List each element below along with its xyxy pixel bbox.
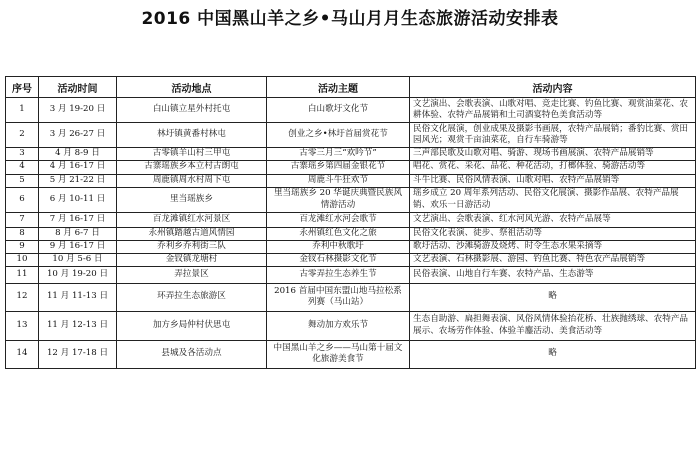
table-row <box>6 240 696 253</box>
cell-place: 弄拉景区 <box>117 266 267 283</box>
cell-place: 古寨瑶族乡本立村古朗屯 <box>117 160 267 174</box>
header-theme: 活动主题 <box>267 77 410 98</box>
cell-no: 3 <box>6 148 39 161</box>
cell-theme: 里当瑶族乡 20 华诞庆典暨民族风情游活动 <box>267 187 410 212</box>
cell-content: 文艺演出、会歌表演、山歌对唱、竞走比赛、钓鱼比赛、观赏油菜花、农耕体验、农特产品展销和土司酒宴特色美食活动等 <box>410 98 696 123</box>
cell-content: 瑶乡成立 20 周年系列活动、民俗文化展演、摄影作品展、农特产品展销、欢乐一日游活动 <box>410 187 696 212</box>
table-row <box>6 283 696 311</box>
cell-theme: 周鹿斗牛狂欢节 <box>267 174 410 187</box>
cell-theme: 白山歌圩文化节 <box>267 98 410 123</box>
cell-no: 5 <box>6 174 39 187</box>
cell-time: 10 月 5-6 日 <box>39 253 117 266</box>
table-row <box>6 187 696 212</box>
page-title: 2016 中国黑山羊之乡•马山月月生态旅游活动安排表 <box>141 9 559 29</box>
cell-theme: 古零弄拉生态养生节 <box>267 266 410 283</box>
cell-time: 7 月 16-17 日 <box>39 212 117 227</box>
cell-time: 3 月 19-20 日 <box>39 98 117 123</box>
cell-no: 14 <box>6 340 39 368</box>
cell-time: 6 月 10-11 日 <box>39 187 117 212</box>
cell-place: 古零镇羊山村三甲屯 <box>117 148 267 161</box>
cell-place: 林圩镇黄番村林屯 <box>117 123 267 148</box>
cell-content: 略 <box>410 283 696 311</box>
cell-no: 13 <box>6 311 39 340</box>
cell-time: 5 月 21-22 日 <box>39 174 117 187</box>
cell-place: 永州镇踏越古道风情园 <box>117 227 267 240</box>
cell-theme: 百龙滩红水河会歌节 <box>267 212 410 227</box>
table-row <box>6 98 696 123</box>
cell-content: 歌圩活动、沙滩骑游及烧烤、时令生态水果采摘等 <box>410 240 696 253</box>
cell-time: 8 月 6-7 日 <box>39 227 117 240</box>
cell-place: 县城及各活动点 <box>117 340 267 368</box>
cell-theme: 2016 首届中国东盟山地马拉松系列赛（马山站） <box>267 283 410 311</box>
header-place: 活动地点 <box>117 77 267 98</box>
table-header-row <box>6 77 696 98</box>
table-row <box>6 227 696 240</box>
cell-theme: 中国黑山羊之乡——马山第十届文化旅游美食节 <box>267 340 410 368</box>
cell-time: 4 月 8-9 日 <box>39 148 117 161</box>
activity-schedule-table <box>5 76 696 369</box>
cell-theme: 古零三月三“欢吟节” <box>267 148 410 161</box>
cell-content: 三声部民歌及山歌对唱、骑游、现场书画展演、农特产品展销等 <box>410 148 696 161</box>
cell-content: 民俗文化表演、徒步、祭祖活动等 <box>410 227 696 240</box>
cell-place: 金钗镇龙塘村 <box>117 253 267 266</box>
cell-time: 10 月 19-20 日 <box>39 266 117 283</box>
cell-theme: 金钗石林摄影文化节 <box>267 253 410 266</box>
cell-no: 10 <box>6 253 39 266</box>
cell-content: 斗牛比赛、民俗风情表演、山歌对唱、农特产品展销等 <box>410 174 696 187</box>
cell-no: 4 <box>6 160 39 174</box>
cell-no: 7 <box>6 212 39 227</box>
cell-time: 3 月 26-27 日 <box>39 123 117 148</box>
header-content: 活动内容 <box>410 77 696 98</box>
cell-time: 11 月 11-13 日 <box>39 283 117 311</box>
table-body <box>6 98 696 369</box>
cell-content: 文艺演出、会歌表演、红水河风光游、农特产品展等 <box>410 212 696 227</box>
table-row <box>6 212 696 227</box>
cell-no: 11 <box>6 266 39 283</box>
cell-no: 8 <box>6 227 39 240</box>
cell-place: 百龙滩镇红水河景区 <box>117 212 267 227</box>
header-time: 活动时间 <box>39 77 117 98</box>
cell-no: 1 <box>6 98 39 123</box>
cell-place: 加方乡局仲村伏思屯 <box>117 311 267 340</box>
table-row <box>6 148 696 161</box>
cell-content: 生态自助游、扁担舞表演、风俗风情体验抬花桥、壮族抛绣球、农特产品展示、农场劳作体验、体验羊鏖活动、美食活动等 <box>410 311 696 340</box>
table-row <box>6 160 696 174</box>
cell-time: 4 月 16-17 日 <box>39 160 117 174</box>
cell-theme: 乔利中秋歌圩 <box>267 240 410 253</box>
table-row <box>6 123 696 148</box>
cell-theme: 古寨瑶乡第四届金银花节 <box>267 160 410 174</box>
cell-no: 12 <box>6 283 39 311</box>
cell-place: 乔利乡乔利街三队 <box>117 240 267 253</box>
cell-content: 民俗表演、山地自行车赛、农特产品、生态游等 <box>410 266 696 283</box>
cell-theme: 舞动加方欢乐节 <box>267 311 410 340</box>
table-row <box>6 253 696 266</box>
cell-place: 环弄拉生态旅游区 <box>117 283 267 311</box>
cell-content: 略 <box>410 340 696 368</box>
table-row <box>6 266 696 283</box>
cell-time: 11 月 12-13 日 <box>39 311 117 340</box>
cell-theme: 创业之乡•林圩首届赏花节 <box>267 123 410 148</box>
cell-no: 2 <box>6 123 39 148</box>
cell-place: 白山镇立星外村托屯 <box>117 98 267 123</box>
cell-no: 6 <box>6 187 39 212</box>
cell-content: 文艺表演、石林摄影展、游园、钓鱼比赛、特色农产品展销等 <box>410 253 696 266</box>
cell-no: 9 <box>6 240 39 253</box>
table-row <box>6 311 696 340</box>
header-no: 序号 <box>6 77 39 98</box>
cell-content: 唱花、赏花、采花、品花、种花活动，打榔体验、骑游活动等 <box>410 160 696 174</box>
cell-place: 里当瑶族乡 <box>117 187 267 212</box>
cell-time: 9 月 16-17 日 <box>39 240 117 253</box>
cell-place: 周鹿镇周水村周下屯 <box>117 174 267 187</box>
cell-theme: 永州镇红色文化之旅 <box>267 227 410 240</box>
cell-content: 民俗文化展演，创业成果及摄影书画展，农特产品展销；番豹比赛、赏田园风光；观赏千亩油菜花，自行车骑游等 <box>410 123 696 148</box>
cell-time: 12 月 17-18 日 <box>39 340 117 368</box>
table-row <box>6 340 696 368</box>
table-row <box>6 174 696 187</box>
